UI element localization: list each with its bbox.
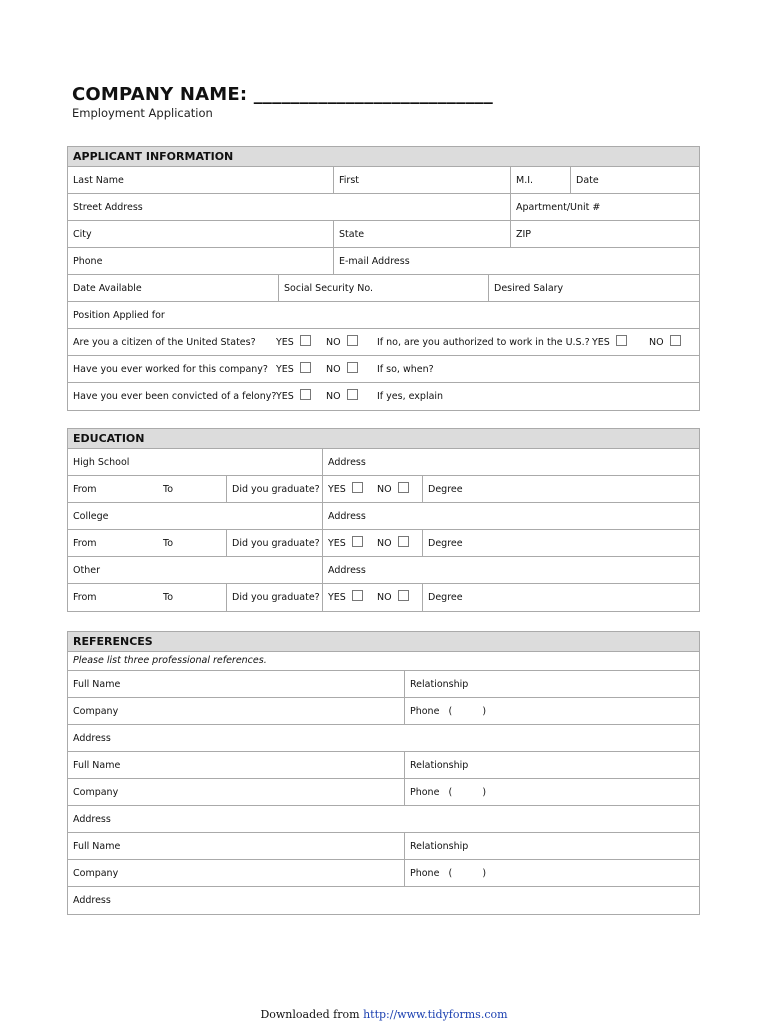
yes-label: YES <box>276 391 294 402</box>
felony-explain-field[interactable]: If yes, explain <box>377 391 444 402</box>
reference-2-full-name-field[interactable]: Full Name <box>73 760 121 771</box>
high-school-dates-row <box>68 476 699 503</box>
other-row <box>68 557 699 584</box>
references-section-header: REFERENCES <box>68 632 699 652</box>
college-row <box>68 503 699 530</box>
reference-2-name-row <box>68 752 699 779</box>
zip-field[interactable]: ZIP <box>510 221 531 247</box>
high-school-field[interactable]: High School <box>73 457 130 468</box>
college-to-field[interactable]: To <box>163 538 174 549</box>
other-no-checkbox[interactable] <box>398 590 409 601</box>
applicant-section-header: APPLICANT INFORMATION <box>68 147 699 167</box>
citizen-row <box>68 329 699 356</box>
reference-3-company-row <box>68 860 699 887</box>
reference-1-full-name-field[interactable]: Full Name <box>73 679 121 690</box>
authorized-yes-checkbox[interactable] <box>616 335 627 346</box>
yes-label: YES <box>328 484 346 495</box>
no-label: NO <box>649 337 664 348</box>
felony-yes-option[interactable] <box>271 383 311 410</box>
reference-3-full-name-field[interactable]: Full Name <box>73 841 121 852</box>
last-name-field[interactable]: Last Name <box>73 175 124 186</box>
phone-area-code: ( ) <box>448 706 487 717</box>
worked-row <box>68 356 699 383</box>
citizen-no-checkbox[interactable] <box>347 335 358 346</box>
other-yes-option[interactable] <box>322 584 363 611</box>
worked-no-option[interactable] <box>321 356 358 382</box>
download-footer <box>0 1008 768 1021</box>
other-address-field[interactable]: Address <box>322 557 366 583</box>
city-field[interactable]: City <box>73 229 92 240</box>
reference-1-phone-field[interactable] <box>404 698 486 724</box>
street-address-field[interactable]: Street Address <box>73 202 143 213</box>
no-label: NO <box>326 337 341 348</box>
worked-yes-option[interactable] <box>271 356 311 382</box>
phone-area-code: ( ) <box>448 868 487 879</box>
reference-2-relationship-field[interactable]: Relationship <box>404 752 468 778</box>
college-yes-checkbox[interactable] <box>352 536 363 547</box>
reference-2-address-field[interactable]: Address <box>73 814 111 825</box>
worked-question: Have you ever worked for this company? <box>73 364 268 375</box>
reference-3-relationship-field[interactable]: Relationship <box>404 833 468 859</box>
high-school-yes-checkbox[interactable] <box>352 482 363 493</box>
felony-no-checkbox[interactable] <box>347 389 358 400</box>
contact-row <box>68 248 699 275</box>
apartment-field[interactable]: Apartment/Unit # <box>510 194 600 220</box>
other-dates-row <box>68 584 699 611</box>
company-name-title: COMPANY NAME: __________________________ <box>72 84 493 105</box>
no-label: NO <box>377 484 392 495</box>
references-section <box>67 631 700 915</box>
reference-1-address-field[interactable]: Address <box>73 733 111 744</box>
education-section-header: EDUCATION <box>68 429 699 449</box>
citizen-yes-option[interactable] <box>271 329 311 355</box>
other-to-field[interactable]: To <box>163 592 174 603</box>
reference-1-relationship-field[interactable]: Relationship <box>404 671 468 697</box>
applicant-information-section <box>67 146 700 411</box>
other-graduate-question: Did you graduate? <box>226 584 320 611</box>
authorized-question: If no, are you authorized to work in the U.S.? <box>377 337 590 348</box>
felony-yes-checkbox[interactable] <box>300 389 311 400</box>
reference-3-phone-field[interactable] <box>404 860 486 886</box>
other-yes-checkbox[interactable] <box>352 590 363 601</box>
position-field[interactable]: Position Applied for <box>73 310 165 321</box>
yes-label: YES <box>328 538 346 549</box>
citizen-question: Are you a citizen of the United States? <box>73 337 256 348</box>
high-school-graduate-question: Did you graduate? <box>226 476 320 502</box>
reference-2-company-row <box>68 779 699 806</box>
college-graduate-question: Did you graduate? <box>226 530 320 556</box>
college-dates-row <box>68 530 699 557</box>
reference-3-address-field[interactable]: Address <box>73 895 111 906</box>
form-subtitle: Employment Application <box>72 106 213 120</box>
no-label: NO <box>377 592 392 603</box>
college-from-field[interactable]: From <box>73 538 97 549</box>
authorized-no-checkbox[interactable] <box>670 335 681 346</box>
city-row <box>68 221 699 248</box>
reference-3-company-field[interactable]: Company <box>73 868 119 879</box>
street-row <box>68 194 699 221</box>
other-school-field[interactable]: Other <box>73 565 100 576</box>
high-school-from-field[interactable]: From <box>73 484 97 495</box>
first-name-field[interactable]: First <box>333 167 359 193</box>
college-yes-option[interactable] <box>322 530 363 556</box>
high-school-no-option[interactable] <box>372 476 409 502</box>
college-no-option[interactable] <box>372 530 409 556</box>
reference-1-company-field[interactable]: Company <box>73 706 119 717</box>
no-label: NO <box>326 364 341 375</box>
phone-area-code: ( ) <box>448 787 487 798</box>
yes-label: YES <box>276 337 294 348</box>
ssn-field[interactable]: Social Security No. <box>278 275 373 301</box>
date-available-field[interactable]: Date Available <box>73 283 142 294</box>
reference-1-address-row <box>68 725 699 752</box>
felony-question: Have you ever been convicted of a felony? <box>73 391 277 402</box>
desired-salary-field[interactable]: Desired Salary <box>488 275 563 301</box>
date-field[interactable]: Date <box>570 167 599 193</box>
name-row <box>68 167 699 194</box>
high-school-no-checkbox[interactable] <box>398 482 409 493</box>
citizen-no-option[interactable] <box>321 329 358 355</box>
phone-label: Phone <box>410 787 440 798</box>
other-from-field[interactable]: From <box>73 592 97 603</box>
college-no-checkbox[interactable] <box>398 536 409 547</box>
middle-initial-field[interactable]: M.I. <box>510 167 533 193</box>
authorized-no-option[interactable] <box>644 329 681 355</box>
reference-3-address-row <box>68 887 699 914</box>
worked-yes-checkbox[interactable] <box>300 362 311 373</box>
reference-2-company-field[interactable]: Company <box>73 787 119 798</box>
reference-2-phone-field[interactable] <box>404 779 486 805</box>
state-field[interactable]: State <box>333 221 364 247</box>
no-label: NO <box>377 538 392 549</box>
felony-no-option[interactable] <box>321 383 358 410</box>
no-label: NO <box>326 391 341 402</box>
worked-when-field[interactable]: If so, when? <box>377 364 434 375</box>
references-note-row <box>68 652 699 671</box>
yes-label: YES <box>592 337 610 348</box>
phone-field[interactable]: Phone <box>73 256 103 267</box>
references-note: Please list three professional references. <box>73 655 267 666</box>
high-school-degree-field[interactable]: Degree <box>422 476 463 502</box>
high-school-to-field[interactable]: To <box>163 484 174 495</box>
high-school-address-field[interactable]: Address <box>322 449 366 475</box>
reference-2-address-row <box>68 806 699 833</box>
citizen-yes-checkbox[interactable] <box>300 335 311 346</box>
high-school-row <box>68 449 699 476</box>
other-no-option[interactable] <box>372 584 409 611</box>
reference-1-name-row <box>68 671 699 698</box>
reference-3-name-row <box>68 833 699 860</box>
yes-label: YES <box>328 592 346 603</box>
college-field[interactable]: College <box>73 511 109 522</box>
phone-label: Phone <box>410 868 440 879</box>
availability-row <box>68 275 699 302</box>
yes-label: YES <box>276 364 294 375</box>
phone-label: Phone <box>410 706 440 717</box>
tidyforms-link[interactable]: http://www.tidyforms.com <box>363 1008 508 1021</box>
other-degree-field[interactable]: Degree <box>422 584 463 611</box>
reference-1-company-row <box>68 698 699 725</box>
position-row <box>68 302 699 329</box>
authorized-yes-option[interactable] <box>587 329 627 355</box>
worked-no-checkbox[interactable] <box>347 362 358 373</box>
college-degree-field[interactable]: Degree <box>422 530 463 556</box>
high-school-yes-option[interactable] <box>322 476 363 502</box>
felony-row <box>68 383 699 410</box>
footer-prefix: Downloaded from <box>260 1008 360 1021</box>
email-field[interactable]: E-mail Address <box>333 248 410 274</box>
college-address-field[interactable]: Address <box>322 503 366 529</box>
education-section <box>67 428 700 612</box>
